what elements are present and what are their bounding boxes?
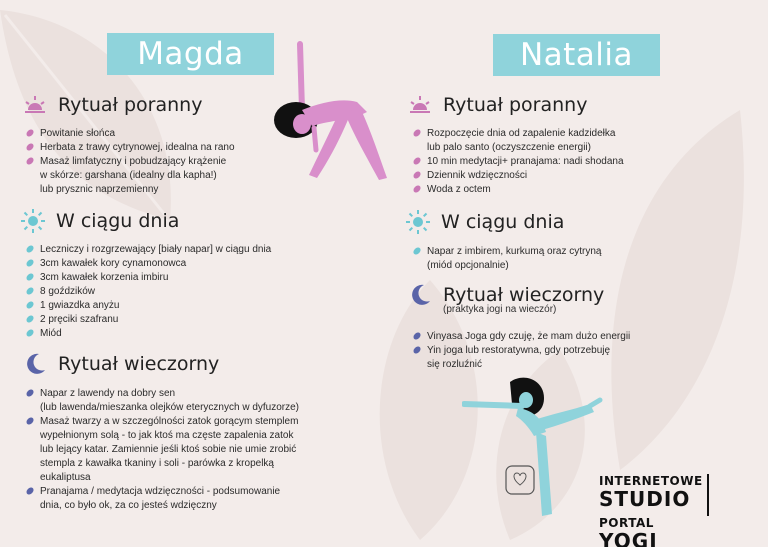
day-title-left: W ciągu dnia xyxy=(56,210,180,232)
evening-title-right: Rytuał wieczorny xyxy=(443,284,605,306)
list-item: 1 gwiazdka anyżu xyxy=(26,299,271,313)
evening-subtitle-right: (praktyka jogi na wieczór) xyxy=(443,304,557,315)
day-heading-right xyxy=(405,209,564,235)
logo-studio-yogi xyxy=(599,474,768,547)
yoga-figure-triangle-pose xyxy=(262,40,392,185)
sun-icon xyxy=(405,209,431,235)
list-item: Powitanie słońca xyxy=(26,127,235,141)
logo-line1-left: INTERNETOWE xyxy=(599,474,703,488)
name-tab-magda: Magda xyxy=(107,33,274,75)
list-item: Masaż twarzy a w szczególności zatok gorącym stemplem wypełnionym solą - to jak ktoś ma częste zapalenia zatok lub lejący katar. Zamiennie jeśli ktoś sobie nie umie zrobić stempla z kawałka tkaniny i soli - parówka z kropelką eukaliptusa xyxy=(26,415,299,485)
list-item: Vinyasa Joga gdy czuję, że mam dużo energii xyxy=(413,330,630,344)
list-item: Herbata z trawy cytrynowej, idealna na rano xyxy=(26,141,235,155)
morning-list-right xyxy=(413,127,624,197)
heart-icon xyxy=(506,466,534,494)
list-item: 8 goździków xyxy=(26,285,271,299)
list-item: Napar z lawendy na dobry sen (lub lawenda/mieszanka olejków eterycznych w dyfuzorze) xyxy=(26,387,299,415)
list-item: Dziennik wdzięczności xyxy=(413,169,624,183)
name-tab-natalia: Natalia xyxy=(493,34,660,76)
evening-title-left: Rytuał wieczorny xyxy=(58,353,220,375)
logo-line2-left: STUDIO xyxy=(599,487,691,511)
morning-heading-right xyxy=(407,92,587,118)
list-item: 2 pręciki szafranu xyxy=(26,313,271,327)
morning-list-left xyxy=(26,127,235,197)
evening-list-left xyxy=(26,387,299,513)
sun-icon xyxy=(20,208,46,234)
logo-line2-right: YOGI xyxy=(599,529,658,547)
sunrise-icon xyxy=(407,92,433,118)
list-item: Woda z octem xyxy=(413,183,624,197)
list-item: Leczniczy i rozgrzewający [biały napar] w ciągu dnia xyxy=(26,243,271,257)
day-list-left xyxy=(26,243,271,341)
day-title-right: W ciągu dnia xyxy=(441,211,565,233)
day-heading-left xyxy=(20,208,179,234)
list-item: 3cm kawałek kory cynamonowca xyxy=(26,257,271,271)
evening-heading-left xyxy=(22,351,219,377)
list-item: Rozpoczęcie dnia od zapalenie kadzidełka lub palo santo (oczyszczenie energii) xyxy=(413,127,624,155)
morning-heading-left xyxy=(22,92,202,118)
list-item: Pranajama / medytacja wdzięczności - podsumowanie dnia, co było ok, za co jesteś wdzięczny xyxy=(26,485,299,513)
evening-list-right xyxy=(413,330,630,372)
yoga-figure-dancer-pose xyxy=(462,374,612,522)
list-item: Miód xyxy=(26,327,271,341)
list-item: Yin joga lub restoratywna, gdy potrzebuję się rozluźnić xyxy=(413,344,630,372)
moon-icon xyxy=(22,351,48,377)
list-item: 10 min medytacji+ pranajama: nadi shodana xyxy=(413,155,624,169)
logo-line1-right: PORTAL xyxy=(599,516,654,530)
moon-icon xyxy=(407,282,433,308)
morning-title-left: Rytuał poranny xyxy=(58,94,203,116)
sunrise-icon xyxy=(22,92,48,118)
list-item: 3cm kawałek korzenia imbiru xyxy=(26,271,271,285)
day-list-right xyxy=(413,245,602,273)
morning-title-right: Rytuał poranny xyxy=(443,94,588,116)
list-item: Napar z imbirem, kurkumą oraz cytryną (miód opcjonalnie) xyxy=(413,245,602,273)
list-item: Masaż limfatyczny i pobudzający krążenie w skórze: garshana (idealny dla kapha!) lub prysznic naprzemienny xyxy=(26,155,235,197)
